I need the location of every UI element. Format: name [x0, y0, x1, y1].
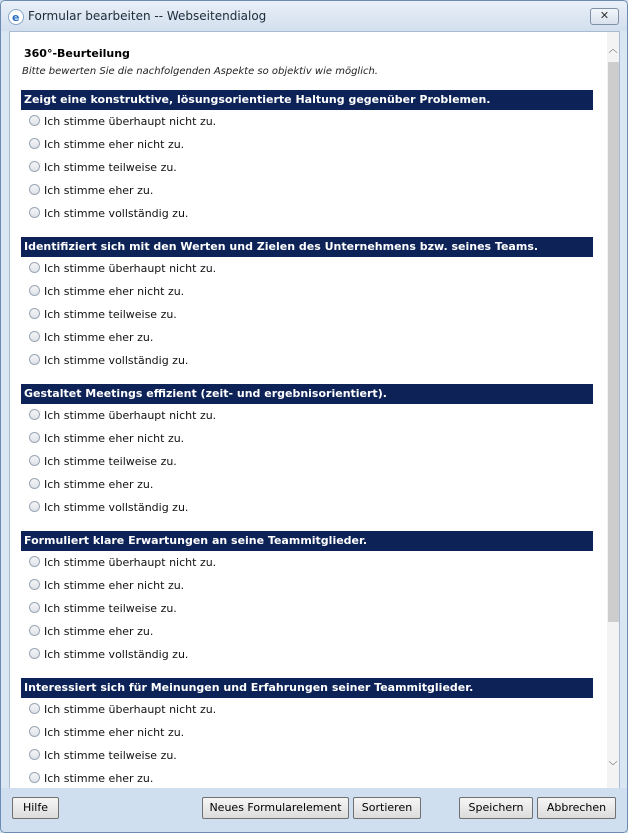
option-row[interactable] — [21, 133, 593, 156]
radio-button[interactable] — [29, 625, 40, 636]
question-1 — [21, 90, 593, 225]
question-4 — [21, 531, 593, 666]
option-row[interactable] — [21, 744, 593, 767]
option-label: Ich stimme eher zu. — [44, 478, 154, 491]
option-label: Ich stimme eher zu. — [44, 184, 154, 197]
radio-button[interactable] — [29, 115, 40, 126]
question-title: Gestaltet Meetings effizient (zeit- und ergebnisorientiert). — [21, 384, 593, 404]
option-row[interactable] — [21, 643, 593, 666]
browser-icon — [8, 9, 24, 25]
radio-button[interactable] — [29, 409, 40, 420]
option-row[interactable] — [21, 257, 593, 280]
option-row[interactable] — [21, 574, 593, 597]
radio-button[interactable] — [29, 138, 40, 149]
radio-button[interactable] — [29, 432, 40, 443]
option-label: Ich stimme vollständig zu. — [44, 207, 189, 220]
question-title: Formuliert klare Erwartungen an seine Teammitglieder. — [21, 531, 593, 551]
sort-button[interactable]: Sortieren — [353, 797, 421, 819]
radio-button[interactable] — [29, 331, 40, 342]
option-label: Ich stimme eher nicht zu. — [44, 432, 185, 445]
radio-button[interactable] — [29, 161, 40, 172]
radio-button[interactable] — [29, 478, 40, 489]
option-row[interactable] — [21, 303, 593, 326]
radio-button[interactable] — [29, 602, 40, 613]
option-row[interactable] — [21, 597, 593, 620]
option-row[interactable] — [21, 110, 593, 133]
option-label: Ich stimme teilweise zu. — [44, 161, 177, 174]
form-title: 360°-Beurteilung — [24, 47, 130, 60]
option-row[interactable] — [21, 551, 593, 574]
option-row[interactable] — [21, 721, 593, 744]
option-label: Ich stimme teilweise zu. — [44, 455, 177, 468]
scroll-area — [10, 32, 600, 788]
option-label: Ich stimme überhaupt nicht zu. — [44, 409, 217, 422]
radio-button[interactable] — [29, 772, 40, 783]
option-label: Ich stimme eher nicht zu. — [44, 138, 185, 151]
radio-button[interactable] — [29, 354, 40, 365]
option-label: Ich stimme teilweise zu. — [44, 602, 177, 615]
option-label: Ich stimme eher zu. — [44, 772, 154, 785]
option-label: Ich stimme teilweise zu. — [44, 308, 177, 321]
question-3 — [21, 384, 593, 519]
radio-button[interactable] — [29, 726, 40, 737]
option-row[interactable] — [21, 349, 593, 372]
option-row[interactable] — [21, 473, 593, 496]
radio-button[interactable] — [29, 579, 40, 590]
form-description: Bitte bewerten Sie die nachfolgenden Aspekte so objektiv wie möglich. — [22, 66, 378, 77]
option-label: Ich stimme überhaupt nicht zu. — [44, 703, 217, 716]
scroll-down-icon[interactable]: ﹀ — [608, 762, 618, 772]
option-row[interactable] — [21, 496, 593, 519]
form-content — [9, 31, 620, 789]
option-row[interactable] — [21, 698, 593, 721]
question-title: Interessiert sich für Meinungen und Erfahrungen seiner Teammitglieder. — [21, 678, 593, 698]
option-row[interactable] — [21, 326, 593, 349]
option-row[interactable] — [21, 427, 593, 450]
option-label: Ich stimme eher nicht zu. — [44, 726, 185, 739]
dialog-footer — [1, 788, 627, 832]
radio-button[interactable] — [29, 703, 40, 714]
option-row[interactable] — [21, 620, 593, 643]
option-label: Ich stimme teilweise zu. — [44, 749, 177, 762]
option-row[interactable] — [21, 156, 593, 179]
option-label: Ich stimme eher zu. — [44, 625, 154, 638]
option-label: Ich stimme überhaupt nicht zu. — [44, 115, 217, 128]
question-title: Zeigt eine konstruktive, lösungsorientierte Haltung gegenüber Problemen. — [21, 90, 593, 110]
window-title: Formular bearbeiten -- Webseitendialog — [28, 9, 267, 23]
radio-button[interactable] — [29, 556, 40, 567]
option-label: Ich stimme eher nicht zu. — [44, 285, 185, 298]
option-label: Ich stimme eher nicht zu. — [44, 579, 185, 592]
option-row[interactable] — [21, 179, 593, 202]
option-label: Ich stimme vollständig zu. — [44, 648, 189, 661]
option-row[interactable] — [21, 280, 593, 303]
vertical-scrollbar[interactable] — [607, 32, 619, 788]
new-form-element-button[interactable]: Neues Formularelement — [202, 797, 349, 819]
close-button[interactable]: ✕ — [590, 8, 619, 25]
help-button[interactable]: Hilfe — [12, 797, 59, 819]
radio-button[interactable] — [29, 184, 40, 195]
option-label: Ich stimme eher zu. — [44, 331, 154, 344]
option-row[interactable] — [21, 767, 593, 788]
title-bar — [1, 1, 627, 31]
question-title: Identifiziert sich mit den Werten und Zielen des Unternehmens bzw. seines Teams. — [21, 237, 593, 257]
radio-button[interactable] — [29, 308, 40, 319]
question-5 — [21, 678, 593, 788]
radio-button[interactable] — [29, 207, 40, 218]
option-label: Ich stimme überhaupt nicht zu. — [44, 556, 217, 569]
option-label: Ich stimme vollständig zu. — [44, 501, 189, 514]
radio-button[interactable] — [29, 285, 40, 296]
option-label: Ich stimme überhaupt nicht zu. — [44, 262, 217, 275]
scroll-thumb[interactable] — [608, 62, 619, 622]
radio-button[interactable] — [29, 501, 40, 512]
radio-button[interactable] — [29, 262, 40, 273]
radio-button[interactable] — [29, 648, 40, 659]
cancel-button[interactable]: Abbrechen — [537, 797, 616, 819]
option-row[interactable] — [21, 404, 593, 427]
option-row[interactable] — [21, 202, 593, 225]
radio-button[interactable] — [29, 455, 40, 466]
save-button[interactable]: Speichern — [459, 797, 533, 819]
radio-button[interactable] — [29, 749, 40, 760]
scroll-up-icon[interactable]: ︿ — [608, 45, 618, 55]
svg-text:e: e — [12, 11, 20, 24]
option-row[interactable] — [21, 450, 593, 473]
question-2 — [21, 237, 593, 372]
option-label: Ich stimme vollständig zu. — [44, 354, 189, 367]
